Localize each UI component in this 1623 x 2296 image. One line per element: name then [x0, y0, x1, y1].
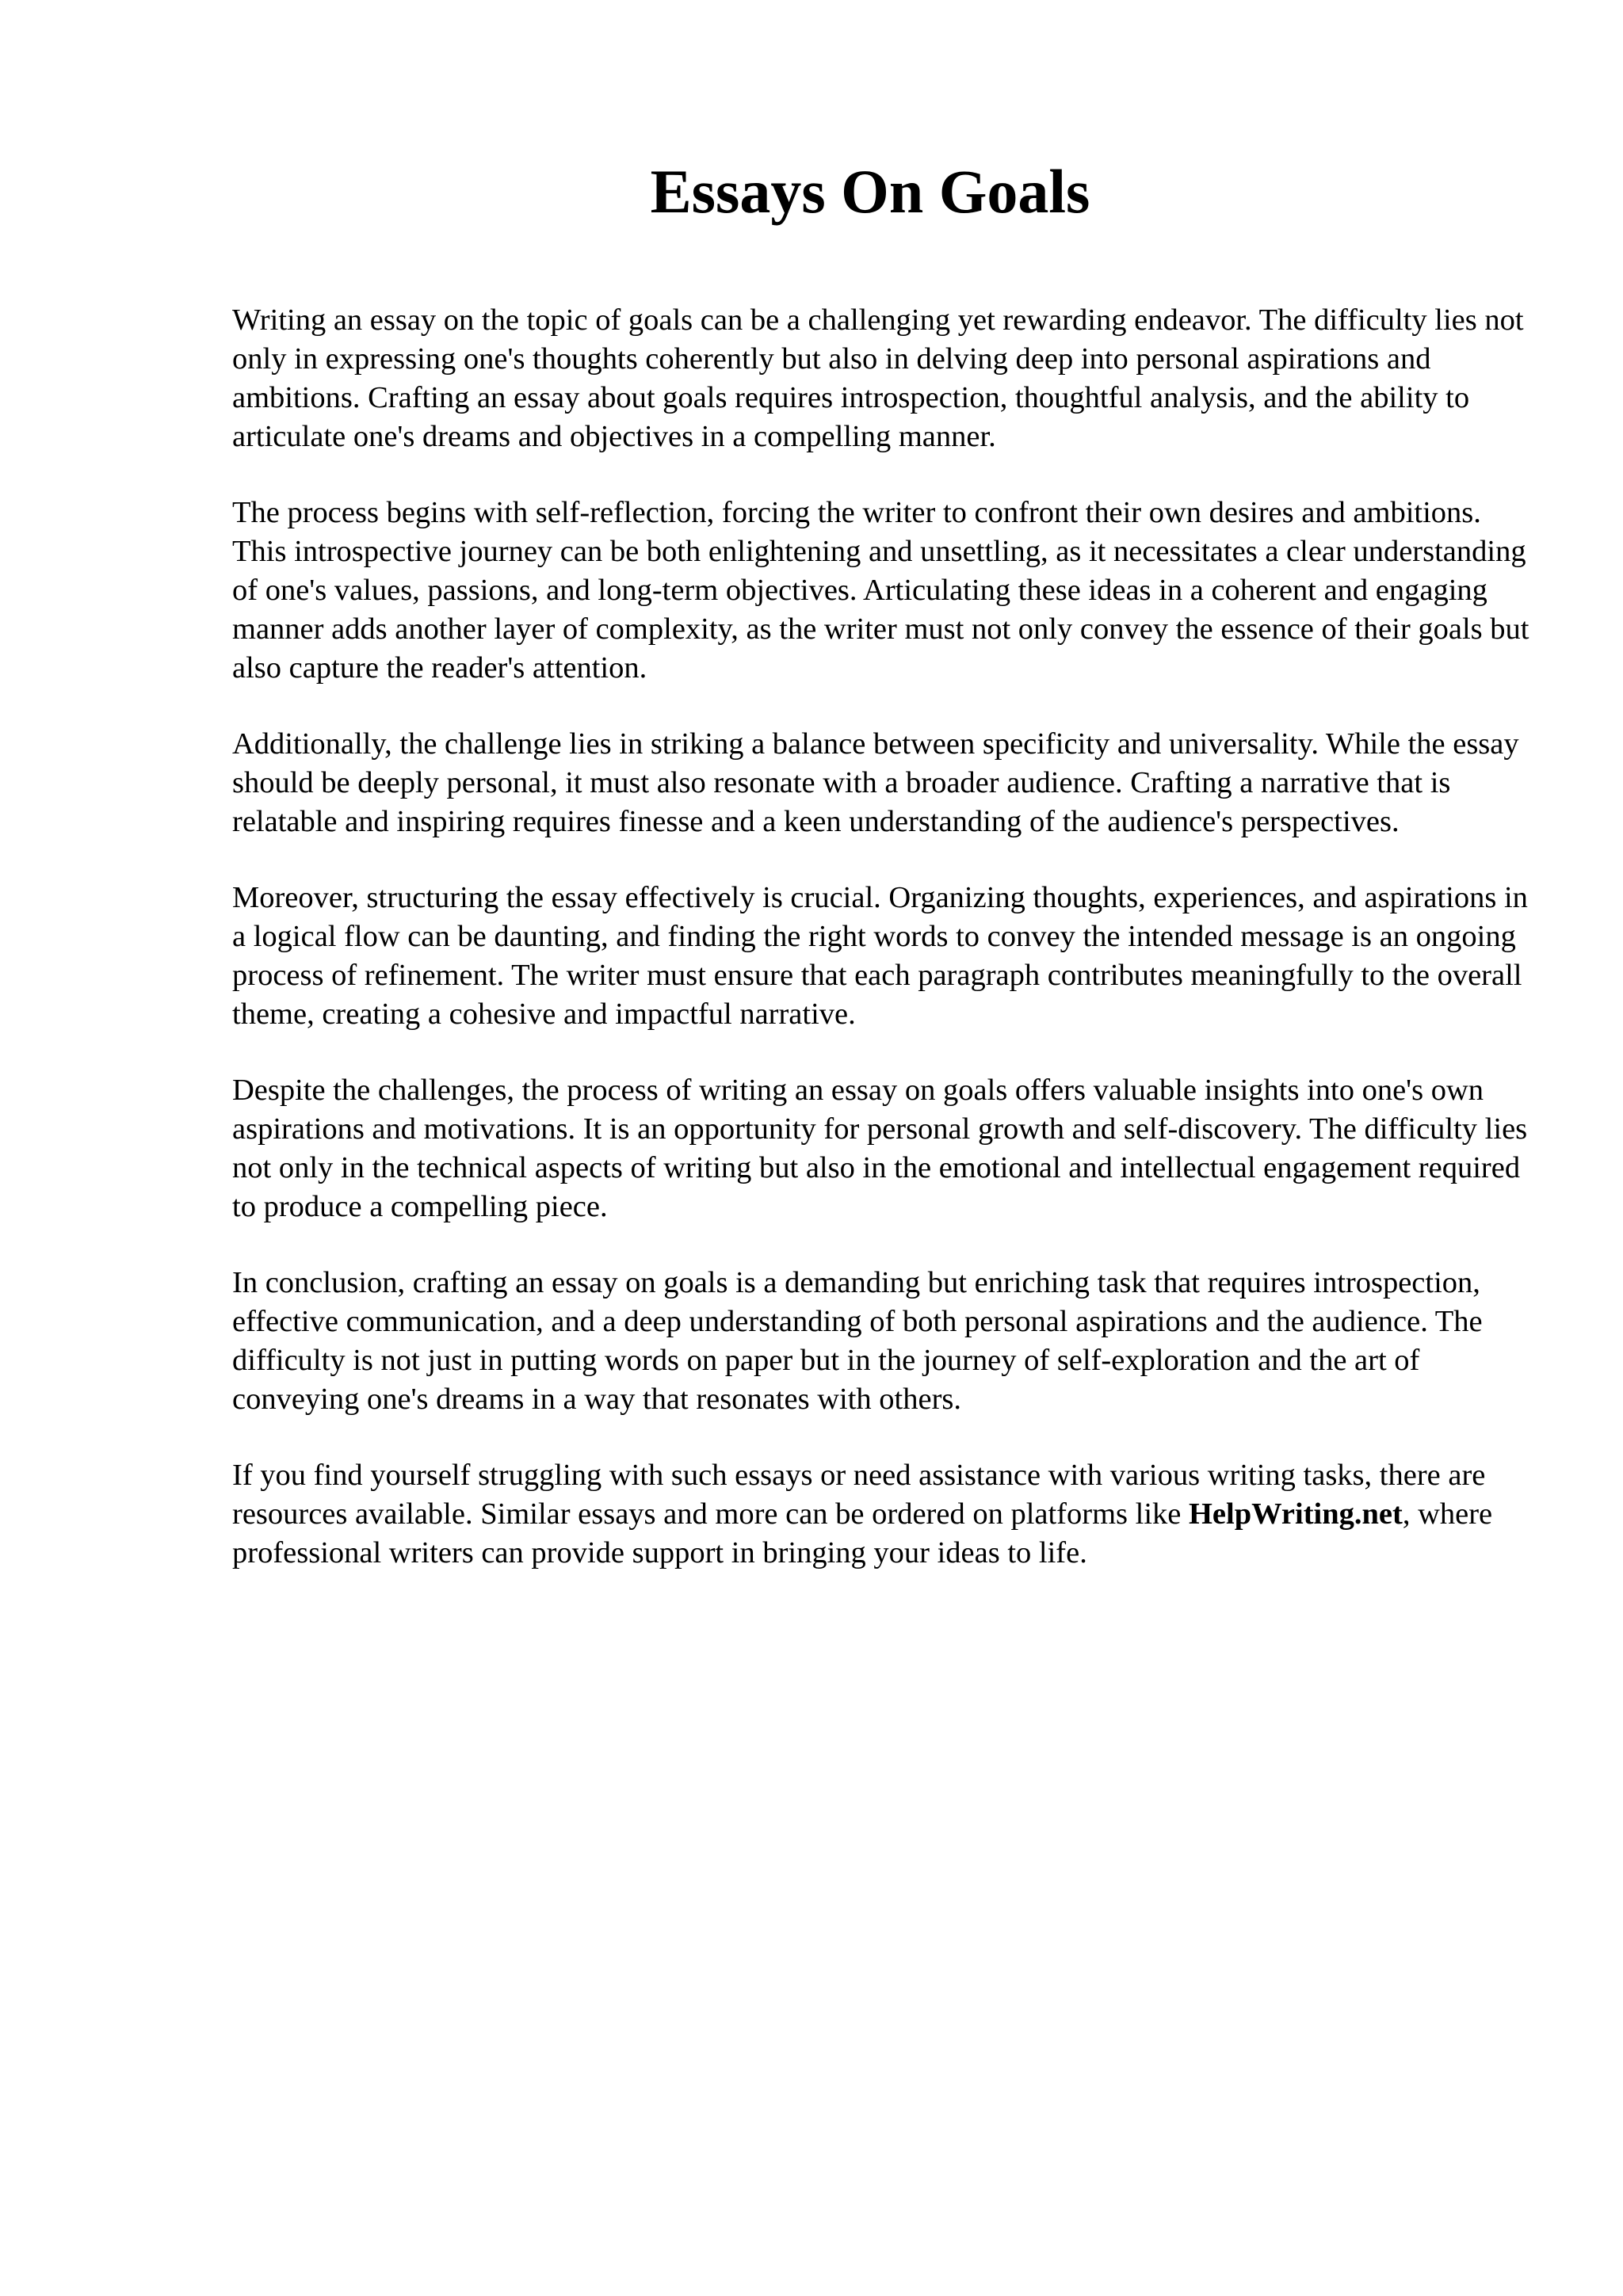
paragraph-5: Despite the challenges, the process of writing an essay on goals offers valuable insights into one's own aspirations and motivations. It is an opportunity for personal growth and self-discovery. The difficulty lies not only in the technical aspects of writing but also in the emotional and intellectual engagement required to produce a compelling piece.	[232, 1074, 1528, 1223]
closing-text-before: If you find yourself struggling with such essays or need assistance with various writing tasks, there are resources available. Similar essays and more can be ordered on platforms like	[232, 1459, 1486, 1531]
paragraph-6: In conclusion, crafting an essay on goals is a demanding but enriching task that requires introspection, effective communication, and a deep understanding of both personal aspirations and the audience. The difficulty is not just in putting words on paper but in the journey of self-exploration and the art of conveying one's dreams in a way that resonates with others.	[232, 1266, 1483, 1416]
paragraph-1: Writing an essay on the topic of goals can be a challenging yet rewarding endeavor. The difficulty lies not only in expressing one's thoughts coherently but also in delving deep into personal aspirations and ambitions. Crafting an essay about goals requires introspection, thoughtful analysis, and the ability to articulate one's dreams and objectives in a compelling manner.	[232, 303, 1524, 453]
paragraph-3: Additionally, the challenge lies in striking a balance between specificity and universality. While the essay should be deeply personal, it must also resonate with a broader audience. Crafting a narrative that is relatable and inspiring requires finesse and a keen understanding of the audience's perspectives.	[232, 727, 1519, 838]
closing-text-after: , where professional writers can provide support in bringing your ideas to life.	[232, 1497, 1493, 1569]
paragraph-4: Moreover, structuring the essay effectively is crucial. Organizing thoughts, experiences, and aspirations in a logical flow can be daunting, and finding the right words to convey the intended message is an ongoing process of refinement. The writer must ensure that each paragraph contributes meaningfully to the overall theme, creating a cohesive and impactful narrative.	[232, 881, 1528, 1031]
essay-body	[232, 301, 1532, 1610]
closing-paragraph	[232, 1456, 1532, 1573]
paragraph-2: The process begins with self-reflection, forcing the writer to confront their own desires and ambitions. This introspective journey can be both enlightening and unsettling, as it necessitates a clear understanding of one's values, passions, and long-term objectives. Articulating these ideas in a coherent and engaging manner adds another layer of complexity, as the writer must not only convey the essence of their goals but also capture the reader's attention.	[232, 496, 1529, 685]
page-title: Essays On Goals	[650, 157, 1090, 226]
brand-name: HelpWriting.net	[1188, 1497, 1403, 1531]
